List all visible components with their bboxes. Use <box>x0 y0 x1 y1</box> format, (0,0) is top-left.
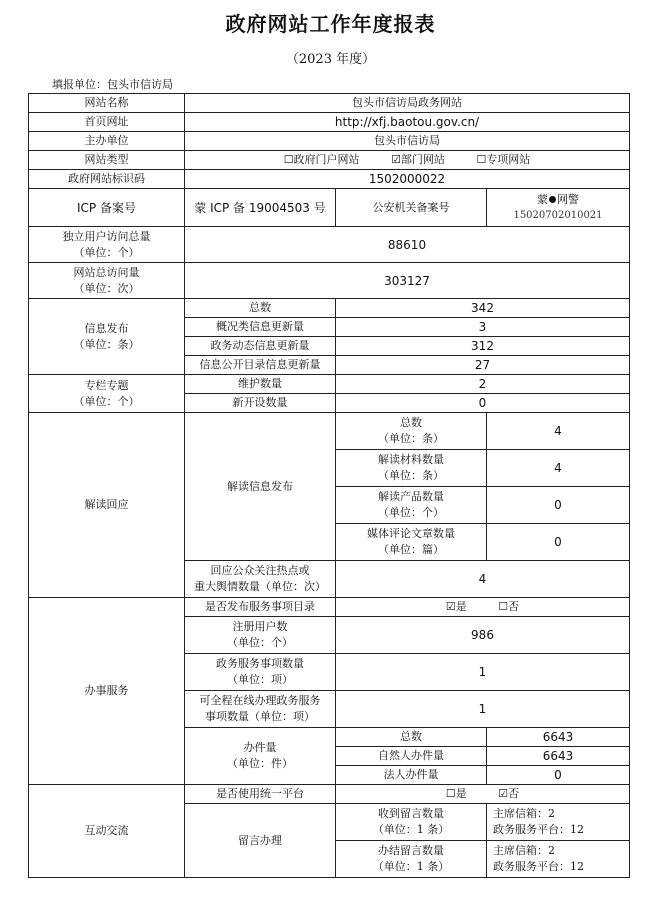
row-site-type <box>29 151 630 170</box>
cell-label: 网站类型 <box>29 151 185 170</box>
checkbox-department[interactable]: ☑部门网站 <box>391 153 445 166</box>
cell-label: 维护数量 <box>185 375 336 394</box>
cell-label: 办结留言数量 （单位：1 条） <box>336 841 487 878</box>
cell-value: 0 <box>336 394 630 413</box>
cell-label: 总数 <box>185 299 336 318</box>
row-unique-visitors <box>29 227 630 263</box>
cell-label: 可全程在线办理政务服务 事项数量（单位：项） <box>185 691 336 728</box>
cell-unique-visitors: 88610 <box>185 227 630 263</box>
cell-label: ICP 备案号 <box>29 189 185 227</box>
cell-label: 总数 （单位：条） <box>336 413 487 450</box>
cell-value: 342 <box>336 299 630 318</box>
cell-value: 312 <box>336 337 630 356</box>
cell-label: 媒体评论文章数量 （单位：篇） <box>336 524 487 561</box>
police-record-number: 15020702010021 <box>513 209 603 221</box>
cell-label: 总数 <box>336 728 487 747</box>
cell-value: 1 <box>336 654 630 691</box>
cell-label: 注册用户数 （单位：个） <box>185 617 336 654</box>
cell-label: 信息公开目录信息更新量 <box>185 356 336 375</box>
checkbox-no[interactable]: ☐否 <box>498 600 520 613</box>
service-catalog-options <box>336 598 630 617</box>
cell-site-code: 1502000022 <box>185 170 630 189</box>
cell-label: 政务动态信息更新量 <box>185 337 336 356</box>
cell-label: 首页网址 <box>29 113 185 132</box>
cell-host: 包头市信访局 <box>185 132 630 151</box>
cell-value: 2 <box>336 375 630 394</box>
homepage-link[interactable]: http://xfj.baotou.gov.cn/ <box>185 113 630 132</box>
police-prefix: 蒙 <box>537 192 548 206</box>
cell-label: 独立用户访问总量 （单位：个） <box>29 227 185 263</box>
cell-label: 网站总访问量 （单位：次） <box>29 263 185 299</box>
cell-police-record <box>487 189 630 227</box>
cell-label: 主办单位 <box>29 132 185 151</box>
cell-label: 解读材料数量 （单位：条） <box>336 450 487 487</box>
section-info-publish: 信息发布 （单位：条） <box>29 299 185 375</box>
checkbox-no[interactable]: ☑否 <box>498 787 520 800</box>
cell-site-name: 包头市信访局政务网站 <box>185 94 630 113</box>
section-special-columns: 专栏专题 （单位：个） <box>29 375 185 413</box>
cell-page-views: 303127 <box>185 263 630 299</box>
section-interpretation: 解读回应 <box>29 413 185 598</box>
cell-value: 4 <box>487 413 630 450</box>
checkbox-portal[interactable]: ☐政府门户网站 <box>283 153 360 166</box>
cell-value: 3 <box>336 318 630 337</box>
row-host <box>29 132 630 151</box>
cell-label: 公安机关备案号 <box>336 189 487 227</box>
cell-label: 政府网站标识码 <box>29 170 185 189</box>
row-page-views <box>29 263 630 299</box>
cell-value: 0 <box>487 766 630 785</box>
cell-label: 解读产品数量 （单位：个） <box>336 487 487 524</box>
row-site-name <box>29 94 630 113</box>
report-table <box>28 93 630 878</box>
cell-label: 自然人办件量 <box>336 747 487 766</box>
cell-label: 收到留言数量 （单位：1 条） <box>336 804 487 841</box>
cell-value: 0 <box>487 487 630 524</box>
site-type-options <box>185 151 630 170</box>
report-year: （2023 年度） <box>285 52 376 67</box>
cell-label: 是否发布服务事项目录 <box>185 598 336 617</box>
filling-unit: 填报单位：包头市信访局 <box>52 78 173 91</box>
cell-value: 27 <box>336 356 630 375</box>
row-service-catalog <box>29 598 630 617</box>
cell-label: 法人办件量 <box>336 766 487 785</box>
checkbox-yes[interactable]: ☑是 <box>445 600 467 613</box>
section-interaction: 互动交流 <box>29 785 185 878</box>
platform-options <box>336 785 630 804</box>
police-suffix: 网警 <box>557 192 579 206</box>
cell-value: 1 <box>336 691 630 728</box>
cell-value: 4 <box>336 561 630 598</box>
report-title: 政府网站工作年度报表 <box>225 12 436 36</box>
row-unified-platform <box>29 785 630 804</box>
row-site-code <box>29 170 630 189</box>
cell-label: 概况类信息更新量 <box>185 318 336 337</box>
cell-label: 新开设数量 <box>185 394 336 413</box>
row-info-total <box>29 299 630 318</box>
row-icp <box>29 189 630 227</box>
checkbox-yes[interactable]: ☐是 <box>445 787 467 800</box>
row-homepage <box>29 113 630 132</box>
cell-label: 是否使用统一平台 <box>185 785 336 804</box>
cell-interp-publish: 解读信息发布 <box>185 413 336 561</box>
row-interp-total <box>29 413 630 450</box>
checkbox-special[interactable]: ☐专项网站 <box>476 153 531 166</box>
row-column-maintained <box>29 375 630 394</box>
cell-value: 6643 <box>487 728 630 747</box>
cell-value: 0 <box>487 524 630 561</box>
cell-message-handling: 留言办理 <box>185 804 336 878</box>
cell-value: 986 <box>336 617 630 654</box>
cell-value: 6643 <box>487 747 630 766</box>
cell-handled-label: 办件量 （单位：件） <box>185 728 336 785</box>
section-service: 办事服务 <box>29 598 185 785</box>
police-emblem-icon <box>549 196 556 203</box>
cell-value: 4 <box>487 450 630 487</box>
cell-value: 主席信箱：2 政务服务平台：12 <box>487 841 630 878</box>
cell-label: 回应公众关注热点或 重大舆情数量（单位：次） <box>185 561 336 598</box>
cell-icp: 蒙 ICP 备 19004503 号 <box>185 189 336 227</box>
cell-value: 主席信箱：2 政务服务平台：12 <box>487 804 630 841</box>
cell-label: 政务服务事项数量 （单位：项） <box>185 654 336 691</box>
cell-label: 网站名称 <box>29 94 185 113</box>
